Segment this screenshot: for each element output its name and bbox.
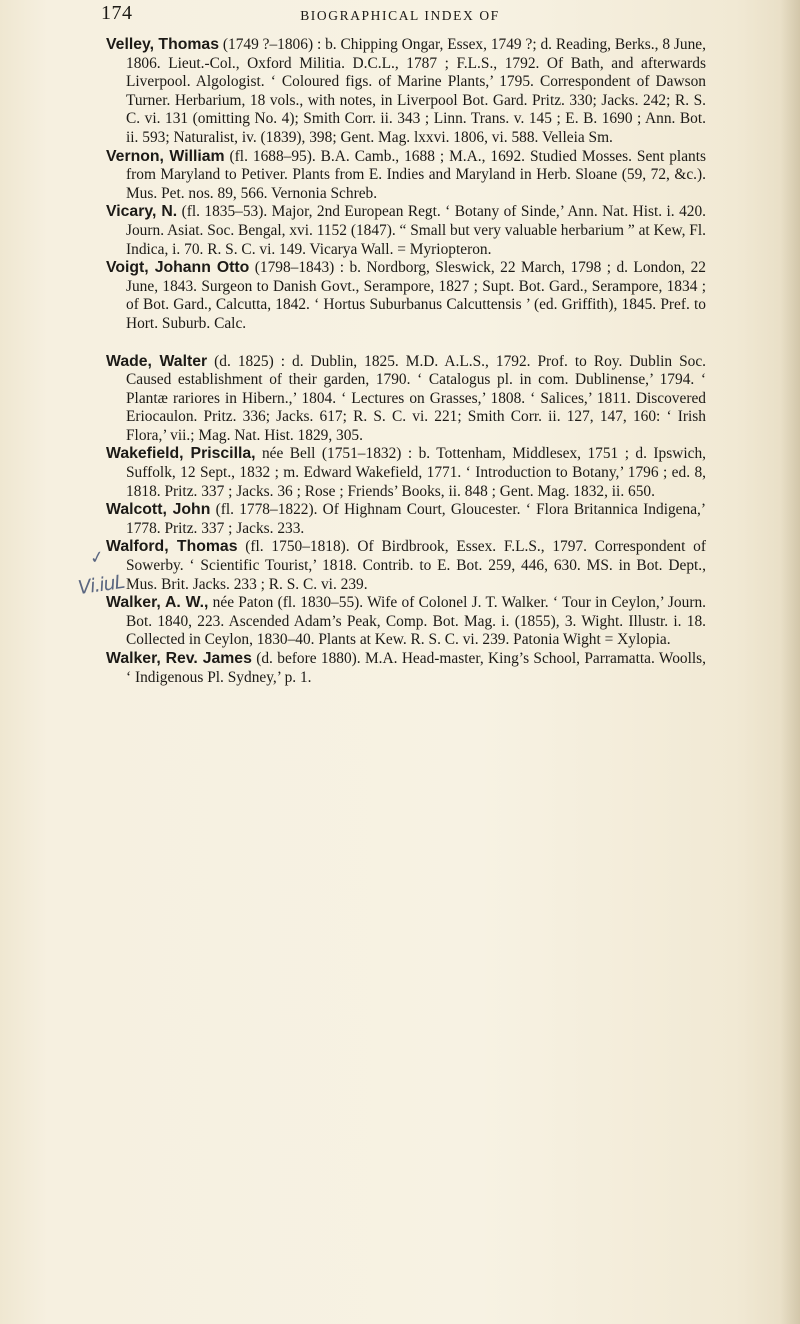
entry-vicary-n (106, 203, 706, 259)
handwritten-margin-note: Vi.iuL (76, 570, 126, 600)
entry-text: (fl. 1835–53). Major, 2nd European Regt. ‘ Botany of Sinde,’ Ann. Nat. Hist. i. 420. Journ. Asiat. Soc. Bengal, xvi. 1152 (1847). “ Small but very valuable herbarium ” at Kew, Fl. Indica, i. 70. R. S. C. vi. 149. Vicarya Wall. = Myriopteron. (126, 203, 707, 258)
index-entries (106, 36, 706, 687)
entry-text: (1749 ?–1806) : b. Chipping Ongar, Essex, 1749 ?; d. Reading, Berks., 8 June, 1806. Lieut.-Col., Oxford Militia. D.C.L., 1787 ; F.L.S., 1792. Of Bath, and afterwards Liverpool. Algologist. ‘ Coloured figs. of Marine Plants,’ 1795. Correspondent of Dawson Turner. Herbarium, 18 vols., with notes, in Liverpool Bot. Gard. Pritz. 330; Jacks. 242; R. S. C. vi. 131 (omitting No. 4); Smith Corr. ii. 343 ; Linn. Trans. v. 145 ; E. B. 1690 ; Ann. Bot. ii. 593; Naturalist, iv. (1839), 398; Gent. Mag. lxxvi. 1806, vi. 588. Velleia Sm. (126, 36, 706, 146)
entry-walker-rev-james (106, 650, 706, 687)
entry-text: (fl. 1778–1822). Of Highnam Court, Gloucester. ‘ Flora Britannica Indigena,’ 1778. Pritz. 337 ; Jacks. 233. (126, 501, 706, 537)
entry-vernon-william (106, 148, 706, 204)
entry-wade-walter (106, 353, 706, 446)
entry-wakefield-priscilla (106, 445, 706, 501)
page-number: 174 (101, 2, 133, 24)
entry-walford-thomas (106, 538, 706, 594)
entry-text: (1798–1843) : b. Nordborg, Sleswick, 22 March, 1798 ; d. London, 22 June, 1843. Surgeon to Danish Govt., Serampore, 1827 ; Supt. Bot. Gard., Serampore, 1834 ; of Bot. Gard., Calcutta, 1842. ‘ Hortus Suburbanus Calcuttensis ’ (ed. Griffith), 1845. Pref. to Hort. Suburb. Calc. (126, 259, 706, 332)
entry-text: (fl. 1688–95). B.A. Camb., 1688 ; M.A., 1692. Studied Mosses. Sent plants from Maryland to Petiver. Plants from E. Indies and Maryland in Herb. Sloane (59, 72, &c.). Mus. Pet. nos. 89, 566. Vernonia Schreb. (126, 147, 706, 202)
entry-name: Velley, Thomas (106, 36, 219, 53)
entry-text: (fl. 1750–1818). Of Birdbrook, Essex. F.L.S., 1797. Correspondent of Sowerby. ‘ Scientific Tourist,’ 1818. Contrib. to E. Bot. 259, 446, 630. MS. in Bot. Dept., Mus. Brit. Jacks. 233 ; R. S. C. vi. 239. (126, 538, 706, 593)
entry-text: née Bell (1751–1832) : b. Tottenham, Middlesex, 1751 ; d. Ipswich, Suffolk, 12 Sept., 1832 ; m. Edward Wakefield, 1771. ‘ Introduction to Botany,’ 1796 ; ed. 8, 1818. Pritz. 337 ; Jacks. 36 ; Rose ; Friends’ Books, ii. 848 ; Gent. Mag. 1832, ii. 650. (126, 445, 706, 500)
entry-name: Vernon, William (106, 147, 225, 165)
entry-name: Walker, Rev. James (106, 650, 252, 667)
entry-name: Wakefield, Priscilla, (106, 445, 256, 463)
entry-text: (d. before 1880). M.A. Head-master, King’s School, Parramatta. Woolls, ‘ Indigenous Pl. Sydney,’ p. 1. (126, 650, 706, 686)
entry-name: Wade, Walter (106, 352, 208, 370)
entry-name: Vicary, N. (106, 203, 178, 221)
entry-voigt-johann-otto (106, 259, 706, 333)
entry-walker-a-w (106, 594, 706, 650)
running-head: BIOGRAPHICAL INDEX OF (300, 8, 500, 23)
entry-name: Walker, A. W., (106, 594, 209, 612)
page-header (0, 2, 800, 32)
pencil-tick-mark: ✓ (88, 546, 106, 570)
entry-name: Walcott, John (106, 501, 211, 519)
entry-text: (d. 1825) : d. Dublin, 1825. M.D. A.L.S., 1792. Prof. to Roy. Dublin Soc. Caused establishment of their garden, 1790. ‘ Catalogus pl. in com. Dublinense,’ 1794. ‘ Plantæ rariores in Hibern.,’ 1804. ‘ Lectures on Grasses,’ 1808. ‘ Salices,’ 1811. Discovered Eriocaulon. Pritz. 336; Jacks. 617; R. S. C. vi. 221; Smith Corr. ii. 127, 147, 160: ‘ Irish Flora,’ vii.; Mag. Nat. Hist. 1829, 305. (126, 352, 707, 444)
entry-name: Voigt, Johann Otto (106, 259, 250, 277)
entry-walcott-john (106, 501, 706, 538)
page-edge-shadow (780, 0, 800, 1324)
entry-name: Walford, Thomas (106, 538, 238, 556)
entry-velley-thomas (106, 36, 706, 148)
entry-text: née Paton (fl. 1830–55). Wife of Colonel J. T. Walker. ‘ Tour in Ceylon,’ Journ. Bot. 1840, 223. Ascended Adam’s Peak, Comp. Bot. Mag. i. (1855), 3. Wight. Illustr. i. 18. Collected in Ceylon, 1830–40. Plants at Kew. R. S. C. vi. 239. Patonia Wight = Xylopia. (126, 594, 706, 649)
